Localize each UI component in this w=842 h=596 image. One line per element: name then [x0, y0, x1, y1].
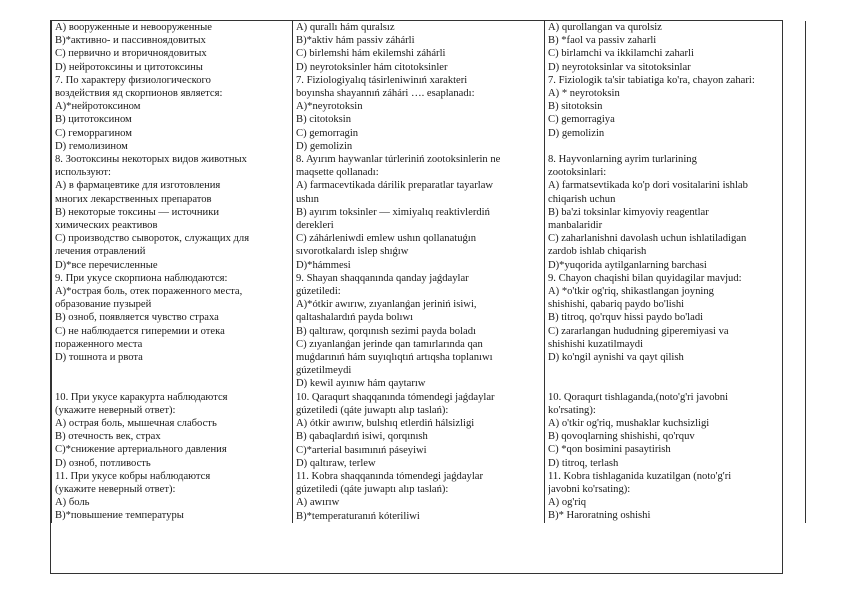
- text-line: (укажите неверный ответ):: [55, 404, 176, 416]
- text-line: C) zaharlanishni davolash uchun ishlatiladigan: [548, 233, 747, 245]
- text-line: воздействия яд скорпионов является:: [55, 88, 223, 100]
- text-line: A) og'riq: [548, 497, 587, 509]
- text-line: B) qovoqlarning shishishi, qo'rquv: [548, 431, 695, 443]
- text-line: shishishi kuzatilmaydi: [548, 338, 644, 350]
- text-line: B) некоторые токсины — источники: [55, 206, 220, 218]
- blank-line: [548, 377, 802, 390]
- text-line: B) озноб, появляется чувство страха: [55, 312, 219, 324]
- text-line: A)*нейротоксином: [55, 101, 141, 113]
- text-line: B)*повышение температуры: [55, 510, 184, 522]
- text-line: C) первично и вторичноядовитых: [55, 48, 207, 60]
- text-line: пораженного места: [55, 338, 143, 350]
- text-line: ko'rsating):: [548, 404, 596, 416]
- text-line: A) farmacevtikada dárilik preparatlar tayarlaw: [296, 180, 494, 192]
- text-line: B) citotoksin: [296, 114, 352, 126]
- text-line: C) производство сывороток, служащих для: [55, 233, 250, 245]
- text-line: 7. Fiziologik ta'sir tabiatiga ko'ra, chayon zahari:: [548, 74, 755, 86]
- text-line: C) birlemshi hám ekilemshi záhárli: [296, 48, 446, 60]
- text-line: A)*острая боль, отек пораженного места,: [55, 286, 243, 298]
- text-line: 8. Зоотоксины некоторых видов животных: [55, 154, 247, 166]
- text-line: 11. Kobra shaqqanında tómendegi jaǵdaylar: [296, 470, 483, 482]
- text-line: A) qurallı hám quralsız: [296, 22, 395, 33]
- text-line: A) *o'tkir og'riq, shikastlangan joyning: [548, 286, 714, 298]
- text-line: B) ba'zi toksinlar kimyoviy reagentlar: [548, 206, 709, 218]
- document-page: [50, 20, 783, 574]
- text-line: A) awırıw: [296, 497, 340, 509]
- text-line: A) ótkir awırıw, bulshıq etlerdiń hálsizligi: [296, 418, 475, 430]
- text-line: manbalaridir: [548, 220, 603, 232]
- text-line: D) нейротоксины и цитотоксины: [55, 61, 203, 73]
- text-line: лечения отравлений: [55, 246, 146, 258]
- text-line: 7. По характеру физиологического: [55, 74, 211, 86]
- text-line: B) qaltıraw, qorqınısh sezimi payda boladı: [296, 325, 476, 337]
- text-line: gúzetiledi:: [296, 286, 341, 298]
- text-line: D) ko'ngil aynishi va qayt qilish: [548, 352, 684, 364]
- text-line: C) záhárleniwdi emlew ushın qollanatuǵın: [296, 233, 477, 245]
- table-row: [52, 21, 806, 523]
- text-line: javobni ko'rsating):: [548, 484, 631, 496]
- text-line: A) вооруженные и невооруженные: [55, 22, 212, 33]
- text-line: chiqarish uchun: [548, 193, 616, 205]
- text-line: 10. Qoraqurt tishlaganda,(noto'g'ri javobni: [548, 391, 729, 403]
- text-line: 11. Kobra tishlaganida kuzatilgan (noto'g'ri: [548, 470, 732, 482]
- text-line: B)* Haroratning oshishi: [548, 510, 651, 522]
- text-line: A) farmatsevtikada ko'p dori vositalarini ishlab: [548, 180, 748, 192]
- text-line: A)*neyrotoksin: [296, 101, 363, 113]
- text-line: 7. Fiziologiyalıq tásirleniwinıń xarakteri: [296, 74, 468, 86]
- text-line: gúzetiledi (qáte juwaptı alıp taslań):: [296, 484, 449, 496]
- text-line: A)*ótkir awırıw, zıyanlanǵan jeriniń isiwi,: [296, 299, 477, 311]
- text-line: A) острая боль, мышечная слабость: [55, 418, 217, 430]
- text-line: C)*снижение артериального давления: [55, 444, 227, 456]
- text-line: 10. Qaraqurt shaqqanında tómendegi jaǵdaylar: [296, 391, 495, 403]
- column-karakalpak: [293, 21, 545, 523]
- text-line: химических реактивов: [55, 220, 158, 232]
- text-line: C)*arterial basımınıń páseyiwi: [296, 444, 427, 456]
- text-line: C) birlamchi va ikkilamchi zaharli: [548, 48, 694, 60]
- text-line: C) zıyanlanǵan jerinde qan tamırlarında qan: [296, 338, 483, 350]
- text-line: zootoksinlari:: [548, 167, 607, 179]
- text-line: C) zararlangan hududning giperemiyasi va: [548, 325, 729, 337]
- text-line: D) qaltıraw, terlew: [296, 457, 376, 469]
- text-line: C) геморрагином: [55, 127, 132, 139]
- text-line: 9. При укусе скорпиона наблюдаются:: [55, 272, 228, 284]
- text-line: ushın: [296, 193, 319, 205]
- text-line: B) titroq, qo'rquv hissi paydo bo'ladi: [548, 312, 704, 324]
- text-line: A) в фармацевтике для изготовления: [55, 180, 221, 192]
- text-line: C) не наблюдается гиперемии и отека: [55, 325, 225, 337]
- text-line: C) gemorragin: [296, 127, 359, 139]
- text-line: B) цитотоксином: [55, 114, 132, 126]
- text-line: D)*yuqorida aytilganlarning barchasi: [548, 259, 707, 271]
- blank-line: [548, 140, 802, 153]
- text-line: D) titroq, terlash: [548, 457, 619, 469]
- text-line: 8. Ayırım haywanlar túrleriniń zootoksinlerin ne: [296, 154, 501, 166]
- text-line: sıvorotkalardı islep shıǵıw: [296, 246, 409, 258]
- text-line: D) озноб, потливость: [55, 457, 151, 469]
- text-line: A) боль: [55, 497, 90, 509]
- text-line: B) ayırım toksinler — ximiyalıq reaktivlerdiń: [296, 206, 490, 218]
- text-line: 9. Chayon chaqishi bilan quyidagilar mavjud:: [548, 272, 742, 284]
- text-line: D) gemolizin: [296, 140, 353, 152]
- question-table: [51, 21, 806, 523]
- text-line: muǵdarınıń hám suyıqlıqtıń artıqsha toplanıwı: [296, 352, 493, 364]
- blank-line: [55, 364, 289, 377]
- text-line: derekleri: [296, 220, 334, 232]
- text-line: boyınsha shayannıń záhári …. esaplanadı:: [296, 88, 475, 100]
- text-line: shishishi, qabariq paydo bo'lishi: [548, 299, 685, 311]
- blank-line: [55, 377, 289, 390]
- text-line: D) kewil ayınıw hám qaytarıw: [296, 378, 426, 390]
- text-line: 9. Shayan shaqqanında qanday jaǵdaylar: [296, 272, 469, 284]
- text-line: 8. Hayvonlarning ayrim turlarining: [548, 154, 697, 166]
- text-line: используют:: [55, 167, 111, 179]
- text-line: A) qurollangan va qurolsiz: [548, 22, 662, 33]
- text-line: B) sitotoksin: [548, 101, 603, 113]
- text-line: 11. При укусе кобры наблюдаются: [55, 470, 211, 482]
- text-line: D)*hámmesi: [296, 259, 351, 271]
- text-line: D) neyrotoksinlar va sitotoksinlar: [548, 61, 691, 73]
- text-line: D) neyrotoksinler hám citotoksinler: [296, 61, 448, 73]
- text-line: D) тошнота и рвота: [55, 352, 143, 364]
- text-line: образование пузырей: [55, 299, 152, 311]
- text-line: zardob ishlab chiqarish: [548, 246, 647, 258]
- column-russian: [52, 21, 293, 523]
- text-line: C) gemorragiya: [548, 114, 615, 126]
- blank-line: [548, 364, 802, 377]
- text-line: gúzetiledi (qáte juwaptı alıp taslań):: [296, 404, 449, 416]
- text-line: B) отечность век, страх: [55, 431, 161, 443]
- text-line: D) gemolizin: [548, 127, 605, 139]
- text-line: D)*все перечисленные: [55, 259, 158, 271]
- text-line: (укажите неверный ответ):: [55, 484, 176, 496]
- text-line: qaltashalardıń payda bolıwı: [296, 312, 414, 324]
- text-line: C) *qon bosimini pasaytirish: [548, 444, 671, 456]
- text-line: B)*temperaturanıń kóteriliwi: [296, 510, 420, 522]
- text-line: B)*активно- и пассивноядовитых: [55, 35, 206, 47]
- text-line: D) гемолизином: [55, 140, 128, 152]
- text-line: gúzetilmeydi: [296, 365, 352, 377]
- text-line: maqsette qollanadı:: [296, 167, 379, 179]
- text-line: B) qabaqlardıń isiwi, qorqınısh: [296, 431, 428, 443]
- text-line: B)*aktiv hám passiv záhárli: [296, 35, 415, 47]
- text-line: B) *faol va passiv zaharli: [548, 35, 657, 47]
- text-line: многих лекарственных препаратов: [55, 193, 212, 205]
- text-line: A) o'tkir og'riq, mushaklar kuchsizligi: [548, 418, 710, 430]
- column-uzbek: [545, 21, 806, 523]
- text-line: 10. При укусе каракурта наблюдаются: [55, 391, 228, 403]
- text-line: A) * neyrotoksin: [548, 88, 620, 100]
